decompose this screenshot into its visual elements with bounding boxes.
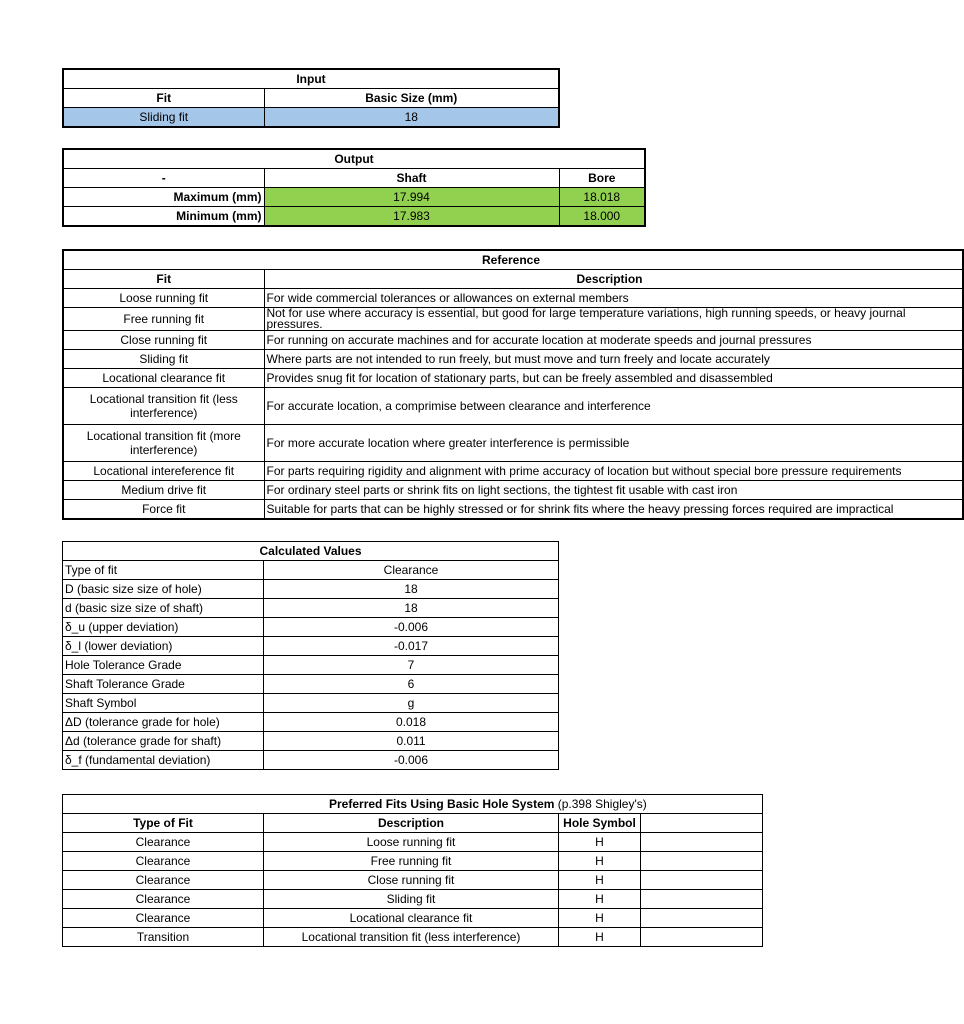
preferred-header-type[interactable]: Type of Fit	[63, 814, 264, 833]
reference-fit[interactable]: Medium drive fit	[63, 481, 264, 500]
preferred-title-source: (p.398 Shigley's)	[554, 796, 647, 811]
reference-desc[interactable]: For wide commercial tolerances or allowances on external members	[264, 289, 963, 308]
output-max-label[interactable]: Maximum (mm)	[63, 188, 264, 207]
output-table	[62, 148, 646, 227]
preferred-type[interactable]: Clearance	[63, 909, 264, 928]
preferred-hole[interactable]: H	[559, 833, 641, 852]
preferred-type[interactable]: Clearance	[63, 852, 264, 871]
reference-section	[62, 249, 906, 525]
preferred-type[interactable]: Clearance	[63, 871, 264, 890]
preferred-title-bold: Preferred Fits Using Basic Hole System	[329, 796, 555, 811]
input-title[interactable]: Input	[63, 69, 559, 89]
preferred-desc[interactable]: Loose running fit	[264, 833, 559, 852]
calc-label[interactable]: Shaft Symbol	[63, 694, 264, 713]
preferred-type[interactable]: Clearance	[63, 833, 264, 852]
preferred-hole[interactable]: H	[559, 852, 641, 871]
reference-fit[interactable]: Sliding fit	[63, 350, 264, 369]
calc-value[interactable]: -0.006	[264, 618, 559, 637]
preferred-extra[interactable]	[641, 852, 763, 871]
calc-value[interactable]: 18	[264, 580, 559, 599]
preferred-extra[interactable]	[641, 909, 763, 928]
calc-label[interactable]: Shaft Tolerance Grade	[63, 675, 264, 694]
reference-desc[interactable]: Provides snug fit for location of stationary parts, but can be freely assembled and disassembled	[264, 369, 963, 388]
calc-value[interactable]: 7	[264, 656, 559, 675]
preferred-type[interactable]: Transition	[63, 928, 264, 947]
reference-fit[interactable]: Loose running fit	[63, 289, 264, 308]
reference-desc[interactable]: For accurate location, a comprimise between clearance and interference	[264, 388, 963, 425]
output-header-shaft[interactable]: Shaft	[264, 169, 559, 188]
preferred-extra[interactable]	[641, 890, 763, 909]
calc-value[interactable]: Clearance	[264, 561, 559, 580]
calc-value[interactable]: -0.017	[264, 637, 559, 656]
reference-fit[interactable]: Force fit	[63, 500, 264, 520]
calculated-title[interactable]: Calculated Values	[63, 542, 559, 561]
calc-value[interactable]: 6	[264, 675, 559, 694]
reference-desc[interactable]: For running on accurate machines and for accurate location at moderate speeds and journal pressures	[264, 331, 963, 350]
output-min-shaft[interactable]: 17.983	[264, 207, 559, 227]
reference-fit[interactable]: Locational transition fit (more interference)	[63, 425, 264, 462]
reference-fit[interactable]: Close running fit	[63, 331, 264, 350]
input-header-basic-size[interactable]: Basic Size (mm)	[264, 89, 559, 108]
calc-value[interactable]: -0.006	[264, 751, 559, 770]
reference-fit[interactable]: Locational intereference fit	[63, 462, 264, 481]
preferred-hole[interactable]: H	[559, 871, 641, 890]
input-table	[62, 68, 560, 128]
preferred-desc[interactable]: Sliding fit	[264, 890, 559, 909]
reference-desc[interactable]: Where parts are not intended to run freely, but must move and turn freely and locate accurately	[264, 350, 963, 369]
output-max-shaft[interactable]: 17.994	[264, 188, 559, 207]
output-min-bore[interactable]: 18.000	[559, 207, 645, 227]
calc-label[interactable]: Type of fit	[63, 561, 264, 580]
reference-desc[interactable]: For more accurate location where greater interference is permissible	[264, 425, 963, 462]
reference-fit[interactable]: Locational transition fit (less interference)	[63, 388, 264, 425]
input-fit-cell[interactable]: Sliding fit	[63, 108, 264, 128]
calculated-table	[62, 541, 559, 770]
calc-value[interactable]: 0.011	[264, 732, 559, 751]
preferred-type[interactable]: Clearance	[63, 890, 264, 909]
preferred-header-description[interactable]: Description	[264, 814, 559, 833]
preferred-extra[interactable]	[641, 871, 763, 890]
reference-fit[interactable]: Free running fit	[63, 308, 264, 331]
preferred-desc[interactable]: Locational transition fit (less interference)	[264, 928, 559, 947]
preferred-extra[interactable]	[641, 833, 763, 852]
reference-title[interactable]: Reference	[63, 250, 963, 270]
preferred-section	[62, 794, 647, 954]
calc-value[interactable]: 18	[264, 599, 559, 618]
reference-desc[interactable]: Not for use where accuracy is essential, but good for large temperature variations, high running speeds, or heavy journal pressures.	[264, 308, 963, 331]
calc-label[interactable]: δ_l (lower deviation)	[63, 637, 264, 656]
reference-fit[interactable]: Locational clearance fit	[63, 369, 264, 388]
preferred-header-extra[interactable]	[641, 814, 763, 833]
reference-header-description[interactable]: Description	[264, 270, 963, 289]
preferred-hole[interactable]: H	[559, 909, 641, 928]
calc-label[interactable]: D (basic size size of hole)	[63, 580, 264, 599]
reference-desc[interactable]: Suitable for parts that can be highly stressed or for shrink fits where the heavy pressing forces required are impractical	[264, 500, 963, 520]
calc-label[interactable]: d (basic size size of shaft)	[63, 599, 264, 618]
calculated-section	[62, 541, 559, 770]
output-header-dash[interactable]: -	[63, 169, 264, 188]
preferred-desc[interactable]: Free running fit	[264, 852, 559, 871]
preferred-header-hole-symbol[interactable]: Hole Symbol	[559, 814, 641, 833]
calc-label[interactable]: δ_f (fundamental deviation)	[63, 751, 264, 770]
calc-label[interactable]: Hole Tolerance Grade	[63, 656, 264, 675]
output-min-label[interactable]: Minimum (mm)	[63, 207, 264, 227]
preferred-hole[interactable]: H	[559, 890, 641, 909]
preferred-table	[62, 794, 763, 947]
input-basic-size-cell[interactable]: 18	[264, 108, 559, 128]
output-header-bore[interactable]: Bore	[559, 169, 645, 188]
preferred-hole[interactable]: H	[559, 928, 641, 947]
calc-label[interactable]: Δd (tolerance grade for shaft)	[63, 732, 264, 751]
calc-label[interactable]: ΔD (tolerance grade for hole)	[63, 713, 264, 732]
preferred-desc[interactable]: Locational clearance fit	[264, 909, 559, 928]
output-title[interactable]: Output	[63, 149, 645, 169]
output-section	[62, 148, 646, 227]
preferred-extra[interactable]	[641, 928, 763, 947]
calc-value[interactable]: g	[264, 694, 559, 713]
reference-header-fit[interactable]: Fit	[63, 270, 264, 289]
calc-label[interactable]: δ_u (upper deviation)	[63, 618, 264, 637]
reference-table	[62, 249, 964, 520]
input-section	[62, 68, 560, 128]
reference-desc[interactable]: For ordinary steel parts or shrink fits on light sections, the tightest fit usable with cast iron	[264, 481, 963, 500]
preferred-desc[interactable]: Close running fit	[264, 871, 559, 890]
input-header-fit[interactable]: Fit	[63, 89, 264, 108]
reference-desc[interactable]: For parts requiring rigidity and alignment with prime accuracy of location but without special bore pressure requirements	[264, 462, 963, 481]
calc-value[interactable]: 0.018	[264, 713, 559, 732]
output-max-bore[interactable]: 18.018	[559, 188, 645, 207]
preferred-title[interactable]	[63, 795, 763, 814]
